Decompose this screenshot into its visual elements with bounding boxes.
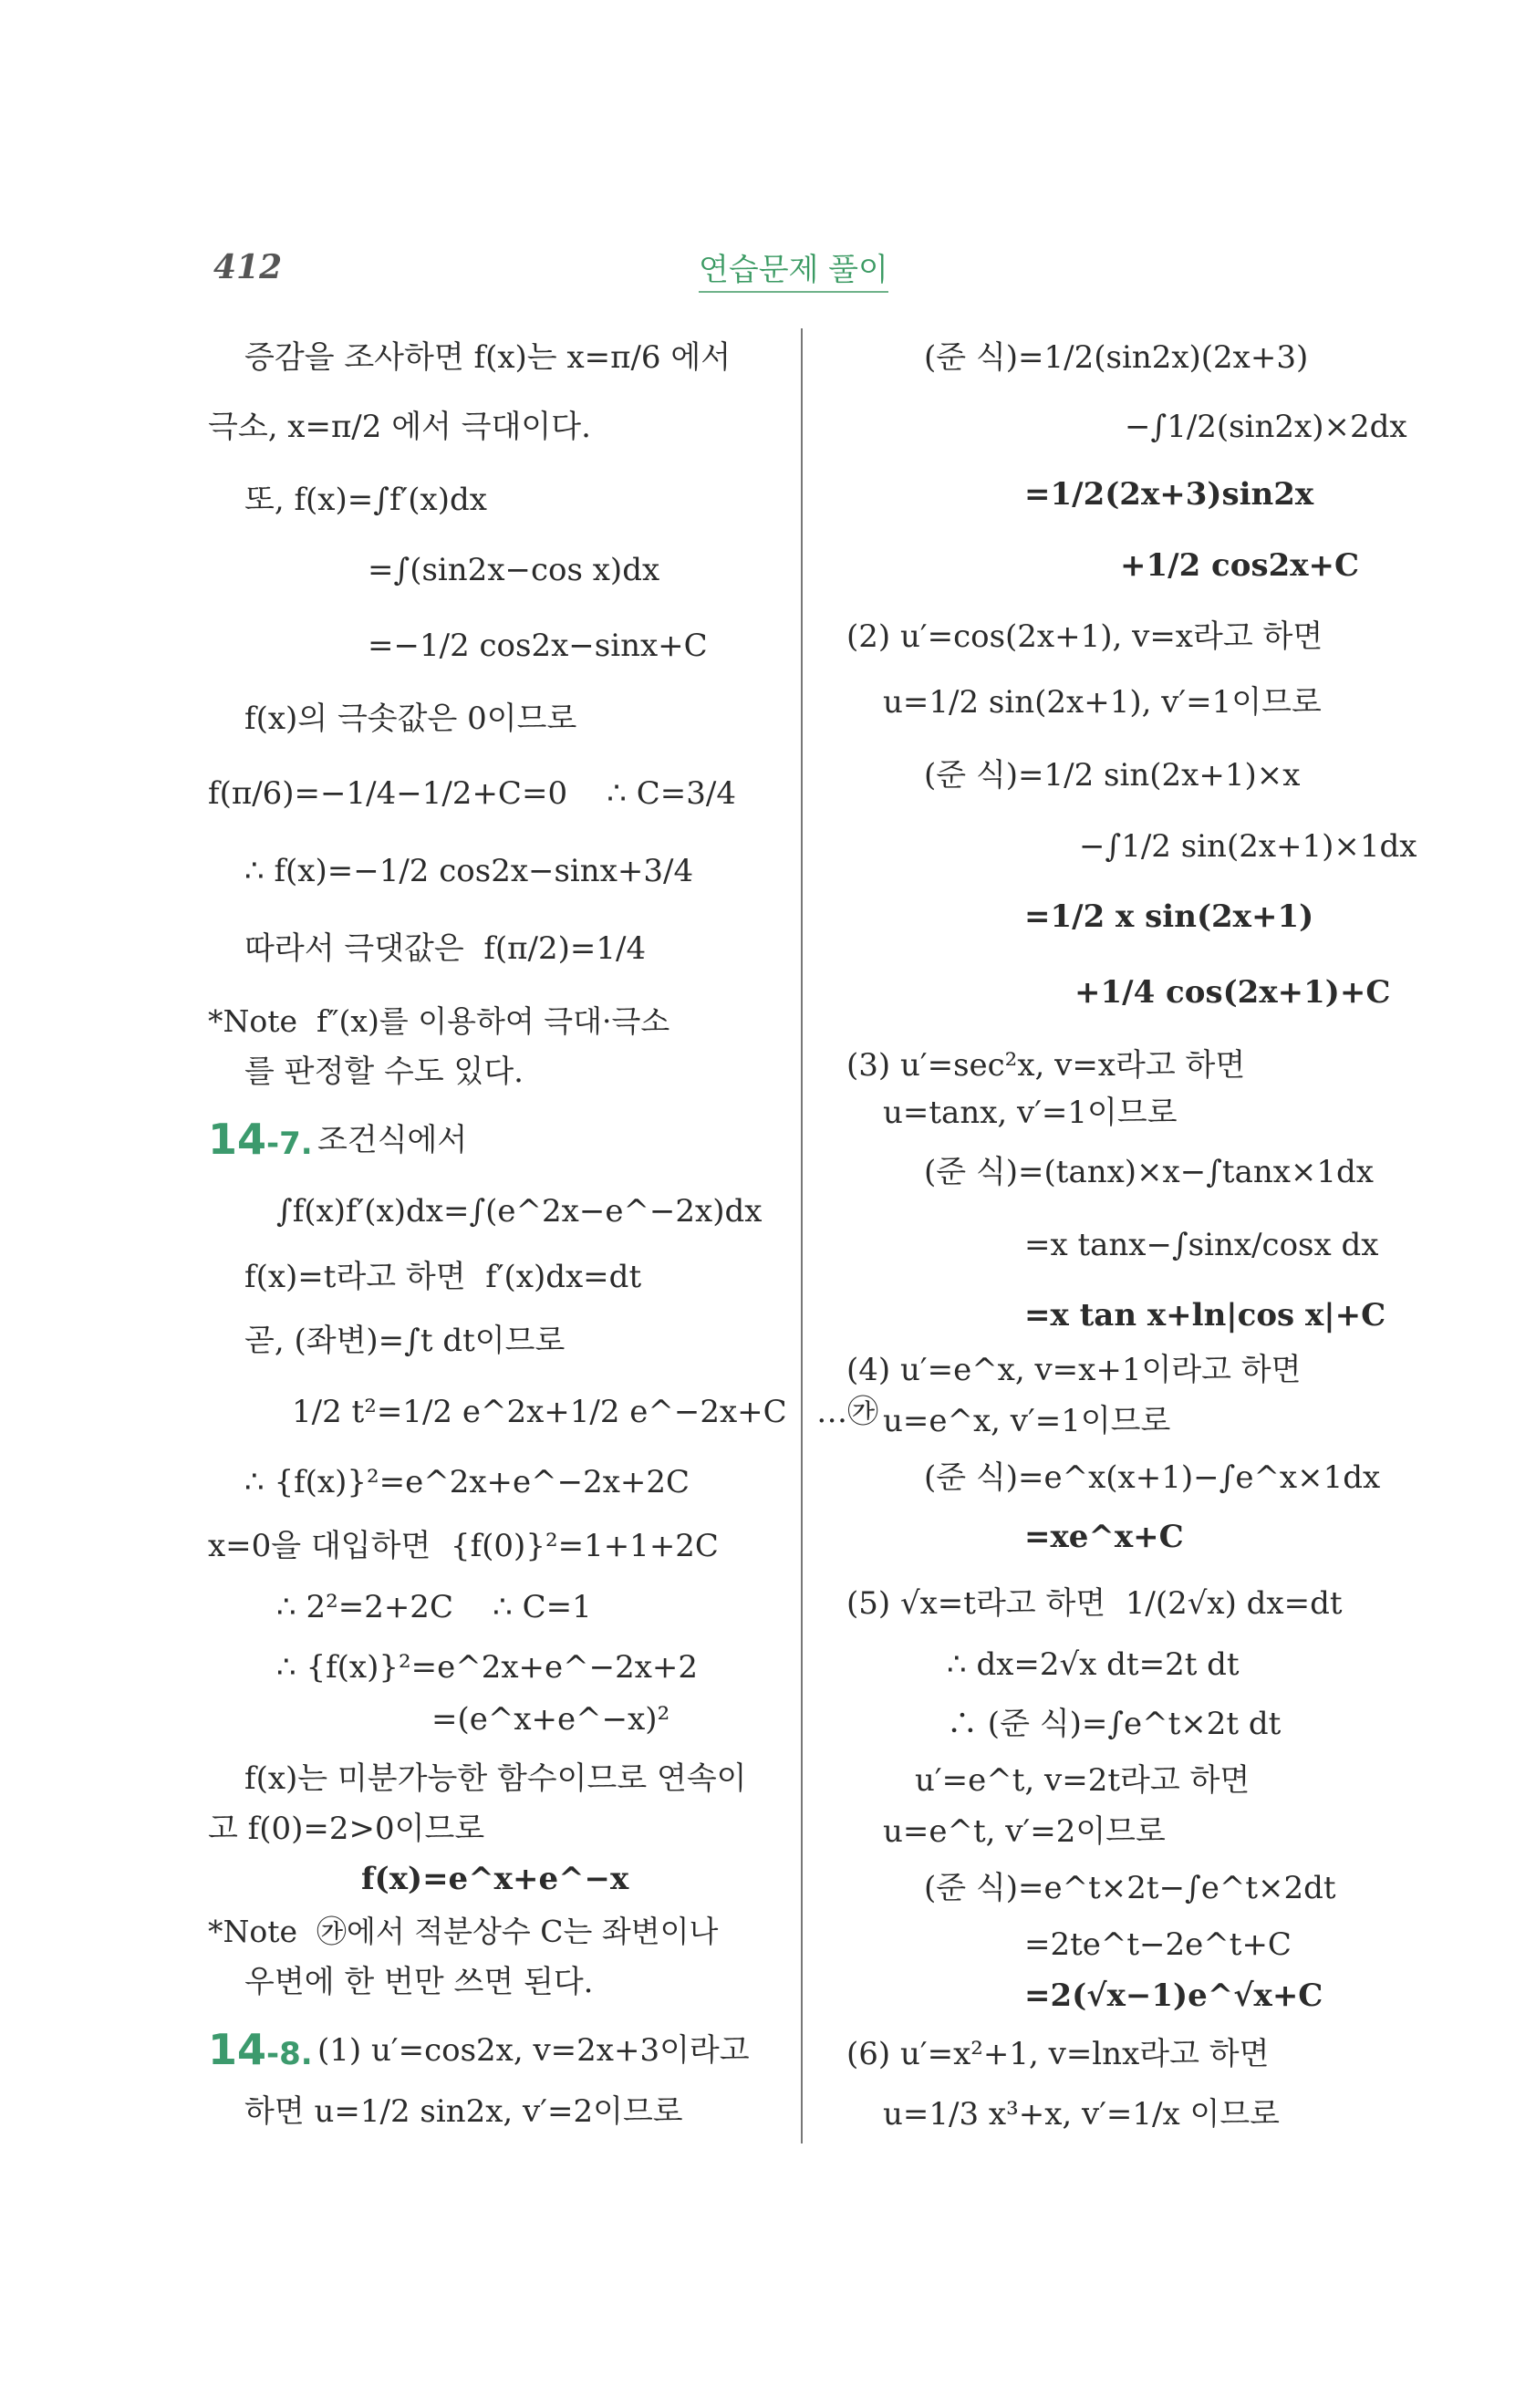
solution-line: =x tanx−∫sinx/cosx dx xyxy=(1024,1227,1379,1263)
solution-line: (6) u′=x²+1, v=lnx라고 하면 xyxy=(846,2036,1270,2072)
solution-line: ∴ f(x)=−1/2 cos2x−sinx+3/4 xyxy=(244,853,694,889)
solution-line: *Note f″(x)를 이용하여 극대·극소 xyxy=(208,1003,670,1039)
solution-line: ∫f(x)f′(x)dx=∫(e^2x−e^−2x)dx xyxy=(276,1193,763,1230)
solution-line: f(x)는 미분가능한 함수이므로 연속이 xyxy=(244,1760,747,1797)
solution-line: ∴ (준 식)=∫e^t×2t dt xyxy=(947,1706,1282,1742)
solution-line: 따라서 극댓값은 f(π/2)=1/4 xyxy=(244,930,647,967)
solution-line: =−1/2 cos2x−sinx+C xyxy=(368,628,708,664)
running-title: 연습문제 풀이 xyxy=(699,244,888,293)
solution-line: =1/2 x sin(2x+1) xyxy=(1024,898,1314,935)
problem-number-main: 14 xyxy=(208,1115,267,1164)
solution-line: f(x)=e^x+e^−x xyxy=(361,1861,629,1897)
solution-line: =(e^x+e^−x)² xyxy=(431,1701,670,1738)
solution-line: −∫1/2(sin2x)×2dx xyxy=(1125,409,1407,445)
problem-number-suffix: -8. xyxy=(266,2036,313,2072)
problem-number xyxy=(208,1116,313,1167)
solution-line: 곧, (좌변)=∫t dt이므로 xyxy=(244,1323,566,1359)
solution-line: 1/2 t²=1/2 e^2x+1/2 e^−2x+C …㉮ xyxy=(292,1394,879,1430)
page-number: 412 xyxy=(213,248,283,286)
solution-line: =1/2(2x+3)sin2x xyxy=(1024,476,1314,513)
solution-line: =∫(sin2x−cos x)dx xyxy=(368,552,660,588)
solution-line: +1/2 cos2x+C xyxy=(1120,547,1360,584)
solution-line: 우변에 한 번만 쓰면 된다. xyxy=(244,1964,594,2000)
problem-number-suffix: -7. xyxy=(266,1126,313,1162)
solution-line: =xe^x+C xyxy=(1024,1519,1184,1555)
solution-line: ∴ {f(x)}²=e^2x+e^−2x+2 xyxy=(276,1649,699,1686)
solution-line: (4) u′=e^x, v=x+1이라고 하면 xyxy=(846,1352,1302,1388)
solution-line: (준 식)=e^t×2t−∫e^t×2dt xyxy=(924,1870,1336,1906)
solution-line: 하면 u=1/2 sin2x, v′=2이므로 xyxy=(244,2093,683,2130)
solution-line: *Note ㉮에서 적분상수 C는 좌변이나 xyxy=(208,1914,719,1949)
solution-line: +1/4 cos(2x+1)+C xyxy=(1074,974,1391,1011)
solution-line: f(x)의 극솟값은 0이므로 xyxy=(244,701,577,737)
solution-line: −∫1/2 sin(2x+1)×1dx xyxy=(1079,828,1417,865)
solution-line: (1) u′=cos2x, v=2x+3이라고 xyxy=(317,2032,750,2069)
solution-line: ∴ 2²=2+2C ∴ C=1 xyxy=(276,1589,592,1625)
solution-line: u=e^t, v′=2이므로 xyxy=(883,1813,1166,1850)
solution-line: (3) u′=sec²x, v=x라고 하면 xyxy=(846,1047,1246,1084)
solution-line: (2) u′=cos(2x+1), v=x라고 하면 xyxy=(846,618,1323,655)
solution-line: f(x)=t라고 하면 f′(x)dx=dt xyxy=(244,1259,642,1295)
solution-line: =x tan x+ln|cos x|+C xyxy=(1024,1297,1386,1334)
solution-line: 증감을 조사하면 f(x)는 x=π/6 에서 xyxy=(244,339,732,376)
solution-line: u′=e^t, v=2t라고 하면 xyxy=(915,1762,1251,1799)
solution-line: u=tanx, v′=1이므로 xyxy=(883,1095,1178,1131)
solution-line: ∴ dx=2√x dt=2t dt xyxy=(947,1646,1240,1683)
solution-line: (5) √x=t라고 하면 1/(2√x) dx=dt xyxy=(846,1585,1343,1622)
solution-line: ∴ {f(x)}²=e^2x+e^−2x+2C xyxy=(244,1464,690,1500)
solution-line: (준 식)=1/2(sin2x)(2x+3) xyxy=(924,339,1309,376)
solution-line: (준 식)=(tanx)×x−∫tanx×1dx xyxy=(924,1154,1374,1190)
solution-line: =2(√x−1)e^√x+C xyxy=(1024,1977,1323,2014)
problem-number-main: 14 xyxy=(208,2025,267,2074)
solution-line: (준 식)=1/2 sin(2x+1)×x xyxy=(924,757,1301,794)
solution-line: (준 식)=e^x(x+1)−∫e^x×1dx xyxy=(924,1459,1381,1496)
solution-line: u=1/3 x³+x, v′=1/x 이므로 xyxy=(883,2096,1281,2133)
column-divider xyxy=(801,328,803,2143)
problem-number xyxy=(208,2027,313,2077)
solution-line: 를 판정할 수도 있다. xyxy=(244,1054,524,1090)
solution-line: 극소, x=π/2 에서 극대이다. xyxy=(208,409,591,445)
solution-line: 또, f(x)=∫f′(x)dx xyxy=(244,482,487,518)
solution-line: x=0을 대입하면 {f(0)}²=1+1+2C xyxy=(208,1528,719,1564)
solution-line: =2te^t−2e^t+C xyxy=(1024,1926,1292,1963)
solution-line: 조건식에서 xyxy=(317,1122,468,1158)
solution-line: 고 f(0)=2>0이므로 xyxy=(208,1811,485,1847)
solution-line: u=e^x, v′=1이므로 xyxy=(883,1403,1171,1439)
solution-line: f(π/6)=−1/4−1/2+C=0 ∴ C=3/4 xyxy=(208,775,736,812)
solution-line: u=1/2 sin(2x+1), v′=1이므로 xyxy=(883,684,1322,721)
